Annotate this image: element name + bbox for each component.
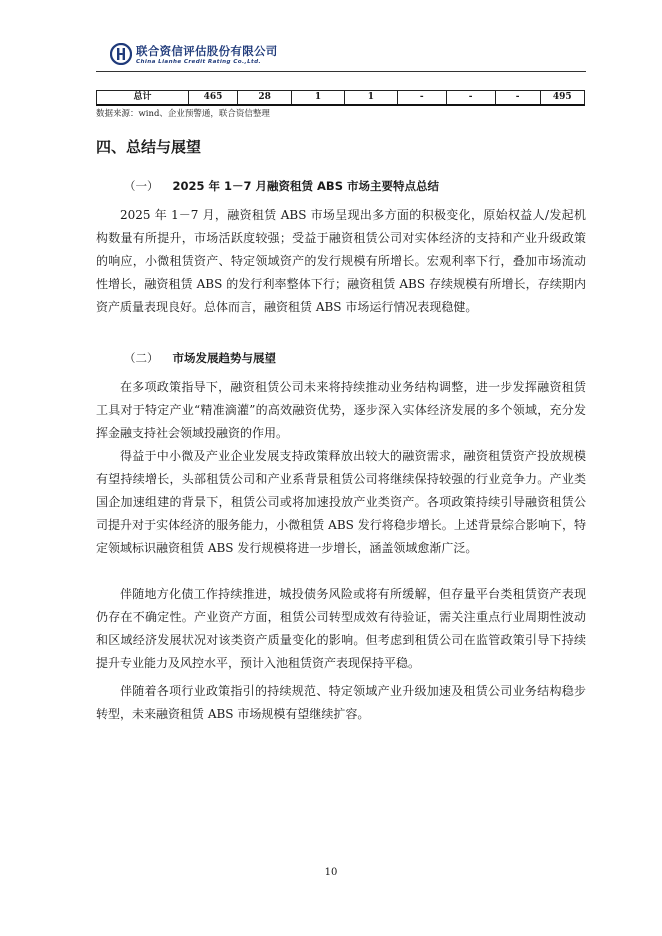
page-header [96,40,586,72]
subsection-1-number: （一） [124,179,159,193]
paragraph: 2025 年 1－7 月，融资租赁 ABS 市场呈现出多方面的积极变化，原始权益人/发起机构数量有所提升，市场活跃度较强；受益于融资租赁公司对实体经济的支持和产业升级政策的响应，小微租赁资产、特定领域资产的发行规模有所增长。宏观利率下行，叠加市场流动性增长，融资租赁 ABS 的发行利率整体下行；融资租赁 ABS 存续规模有所增长，存续期内资产质量表现良好。总体而言，融资租赁 ABS 市场运行情况表现稳健。 [96,208,586,315]
company-name-en: China Lianhe Credit Rating Co.,Ltd. [136,59,262,65]
subsection-2-title: 市场发展趋势与展望 [172,351,276,365]
table-cell: 1 [292,91,345,106]
table-cell: - [495,91,540,106]
header-divider [96,71,586,72]
table-cell-label: 总计 [97,91,189,106]
paragraph: 伴随地方化债工作持续推进，城投债务风险或将有所缓解，但存量平台类租赁资产表现仍存在不确定性。产业资产方面，租赁公司转型成效有待验证，需关注重点行业周期性波动和区域经济发展状况对该类资产质量变化的影响。但考虑到租赁公司在监管政策引导下持续提升专业能力及风控水平，预计入池租赁资产表现保持平稳。 [96,587,586,671]
lianhe-logo-icon [110,43,132,65]
table-row [97,91,585,106]
page-number: 10 [324,867,338,878]
company-name-cn: 联合资信评估股份有限公司 [136,44,278,58]
data-source-note: 数据来源：wind、企业预警通，联合资信整理 [96,109,270,119]
subsection-1-title: 2025 年 1－7 月融资租赁 ABS 市场主要特点总结 [172,179,439,193]
total-row-table [96,90,585,106]
paragraph: 得益于中小微及产业企业发展支持政策释放出较大的融资需求，融资租赁资产投放规模有望持续增长，头部租赁公司和产业系背景租赁公司将继续保持较强的行业竞争力。产业类国企加速组建的背景下，租赁公司或将加速投放产业类资产。各项政策持续引导融资租赁公司提升对于实体经济的服务能力，小微租赁 ABS 发行将稳步增长。上述背景综合影响下，特定领域标识融资租赁 ABS 发行规模将进一步增长，涵盖领域愈渐广泛。 [96,449,586,556]
subsection-2-number: （二） [124,351,159,365]
subsection-2-heading [124,350,276,366]
section-title: 四、总结与展望 [96,138,202,156]
table-cell: 495 [540,91,584,106]
table-cell: 1 [344,91,397,106]
table-cell: - [397,91,446,106]
paragraph: 在多项政策指导下，融资租赁公司未来将持续推动业务结构调整，进一步发挥融资租赁工具对于特定产业“精准滴灌”的高效融资优势，逐步深入实体经济发展的多个领域，充分发挥金融支持社会领域投融资的作用。 [96,380,586,441]
table-cell: 28 [238,91,292,106]
paragraph: 伴随着各项行业政策指引的持续规范、特定领域产业升级加速及租赁公司业务结构稳步转型，未来融资租赁 ABS 市场规模有望继续扩容。 [96,684,586,722]
table-cell: - [446,91,495,106]
table-cell: 465 [188,91,237,106]
subsection-1-heading [124,178,439,194]
